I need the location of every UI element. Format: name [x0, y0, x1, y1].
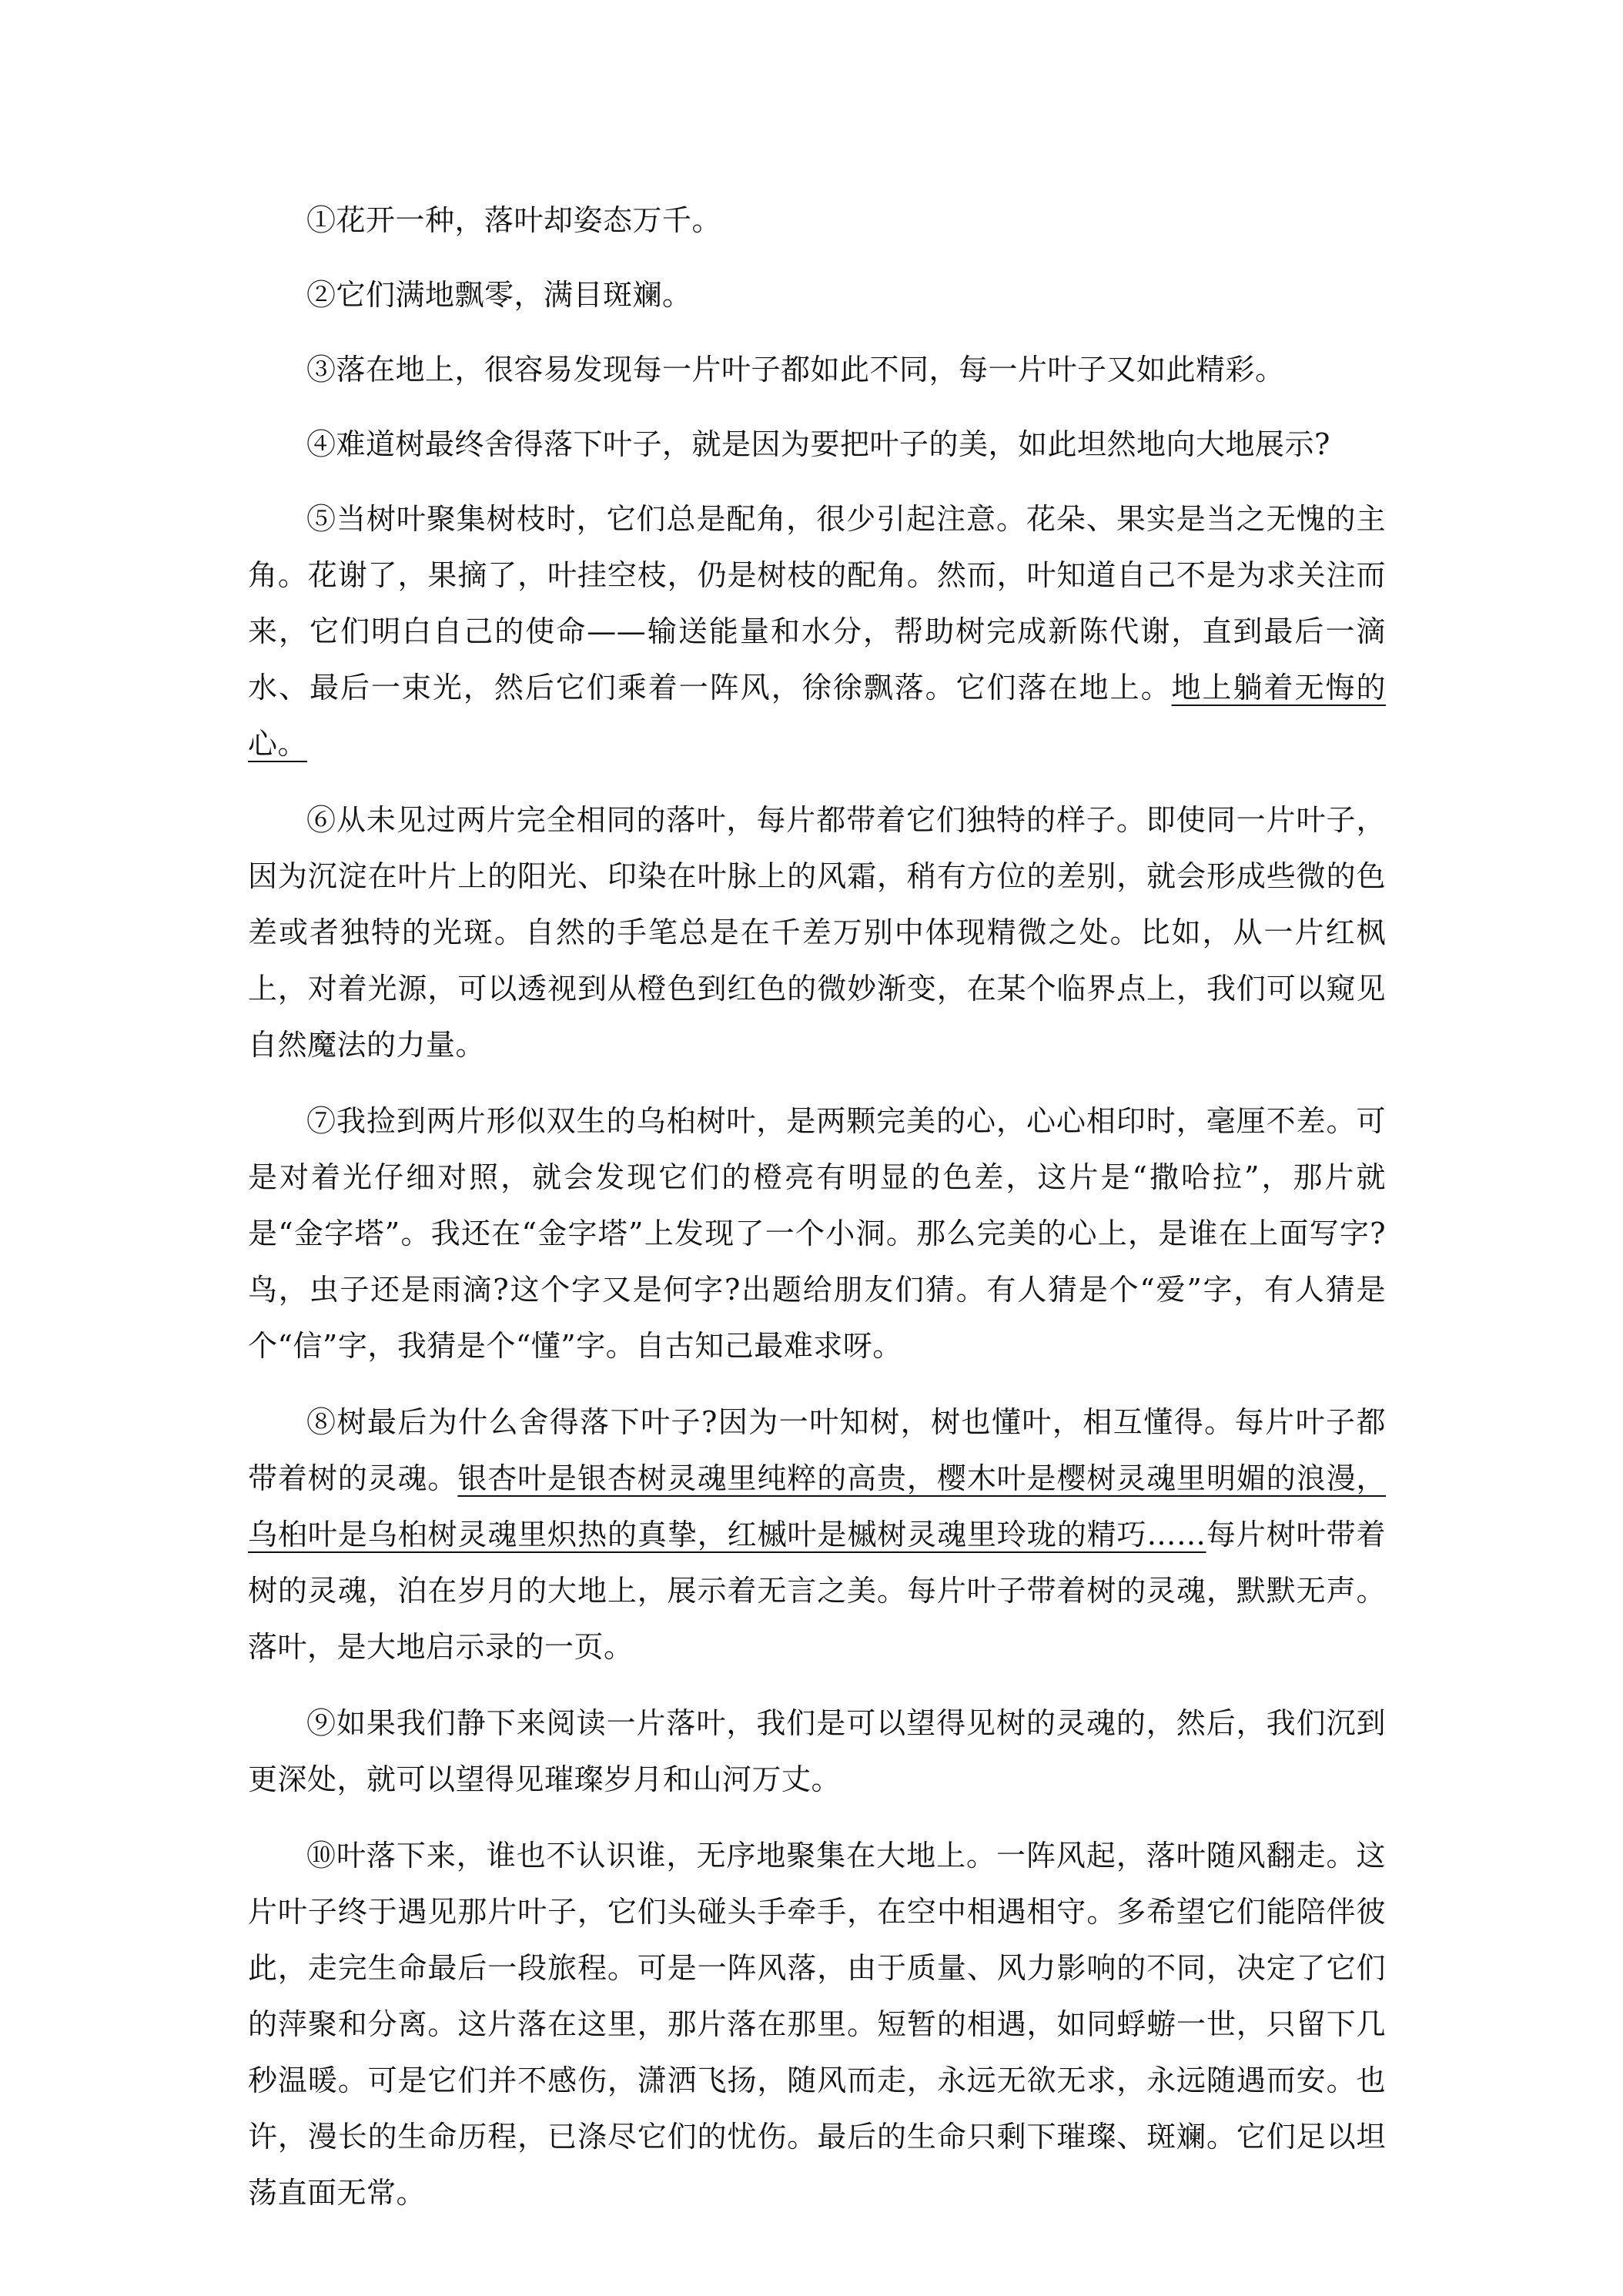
paragraph-8 [248, 1394, 1386, 1675]
paragraph-1: ①花开一种，落叶却姿态万千。 [306, 203, 722, 237]
paragraph-6: ⑥从未见过两片完全相同的落叶，每片都带着它们独特的样子。即使同一片叶子，因为沉淀在叶片上的阳光、印染在叶脉上的风霜，稍有方位的差别，就会形成些微的色差或者独特的光斑。自然的手笔总是在千差万别中体现精微之处。比如，从一片红枫上，对着光源，可以透视到从橙色到红色的微妙渐变，在某个临界点上，我们可以窥见自然魔法的力量。 [248, 803, 1386, 1062]
paragraph-10: ⑩叶落下来，谁也不认识谁，无序地聚集在大地上。一阵风起，落叶随风翻走。这片叶子终于遇见那片叶子，它们头碰头手牵手，在空中相遇相守。多希望它们能陪伴彼此，走完生命最后一段旅程。可是一阵风落，由于质量、风力影响的不同，决定了它们的萍聚和分离。这片落在这里，那片落在那里。短暂的相遇，如同蜉蝣一世，只留下几秒温暖。可是它们并不感伤，潇洒飞扬，随风而走，永远无欲无求，永远随遇而安。也许，漫长的生命历程，已涤尽它们的忧伤。最后的生命只剩下璀璨、斑斓。它们足以坦荡直面无常。 [248, 1839, 1386, 2210]
paragraph-8-underlined-sentence: 银杏叶是银杏树灵魂里纯粹的高贵，樱木叶是樱树灵魂里明媚的浪漫，乌桕叶是乌桕树灵魂里炽热的真挚，红槭叶是槭树灵魂里玲珑的精巧…… [248, 1461, 1386, 1551]
document-body [248, 192, 1386, 2241]
paragraph-2: ②它们满地飘零，满目斑斓。 [306, 278, 692, 312]
paragraph-5 [248, 491, 1386, 772]
paragraph-8-tail: 每片树叶带着树的灵魂，泊在岁月的大地上，展示着无言之美。每片叶子带着树的灵魂，默默无声。落叶，是大地启示录的一页。 [248, 1518, 1386, 1664]
paragraph-9: ⑨如果我们静下来阅读一片落叶，我们是可以望得见树的灵魂的，然后，我们沉到更深处，就可以望得见璀璨岁月和山河万丈。 [248, 1706, 1386, 1796]
paragraph-8-text: ⑧树最后为什么舍得落下叶子?因为一叶知树，树也懂叶，相互懂得。每片叶子都带着树的灵魂。 [248, 1405, 1386, 1495]
paragraph-4: ④难道树最终舍得落下叶子，就是因为要把叶子的美，如此坦然地向大地展示? [306, 427, 1330, 461]
paragraph-3: ③落在地上，很容易发现每一片叶子都如此不同，每一片叶子又如此精彩。 [306, 353, 1285, 387]
paragraph-5-text: ⑤当树叶聚集树枝时，它们总是配角，很少引起注意。花朵、果实是当之无愧的主角。花谢了，果摘了，叶挂空枝，仍是树枝的配角。然而，叶知道自己不是为求关注而来，它们明白自己的使命——输送能量和水分，帮助树完成新陈代谢，直到最后一滴水、最后一束光，然后它们乘着一阵风，徐徐飘落。它们落在地上。 [248, 502, 1386, 705]
paragraph-5-underlined-sentence: 地上躺着无悔的心。 [248, 671, 1386, 761]
paragraph-7: ⑦我捡到两片形似双生的乌桕树叶，是两颗完美的心，心心相印时，毫厘不差。可是对着光仔细对照，就会发现它们的橙亮有明显的色差，这片是“撒哈拉”，那片就是“金字塔”。我还在“金字塔”上发现了一个小洞。那么完美的心上，是谁在上面写字?鸟，虫子还是雨滴?这个字又是何字?出题给朋友们猜。有人猜是个“爱”字，有人猜是个“信”字，我猜是个“懂”字。自古知己最难求呀。 [248, 1104, 1386, 1363]
